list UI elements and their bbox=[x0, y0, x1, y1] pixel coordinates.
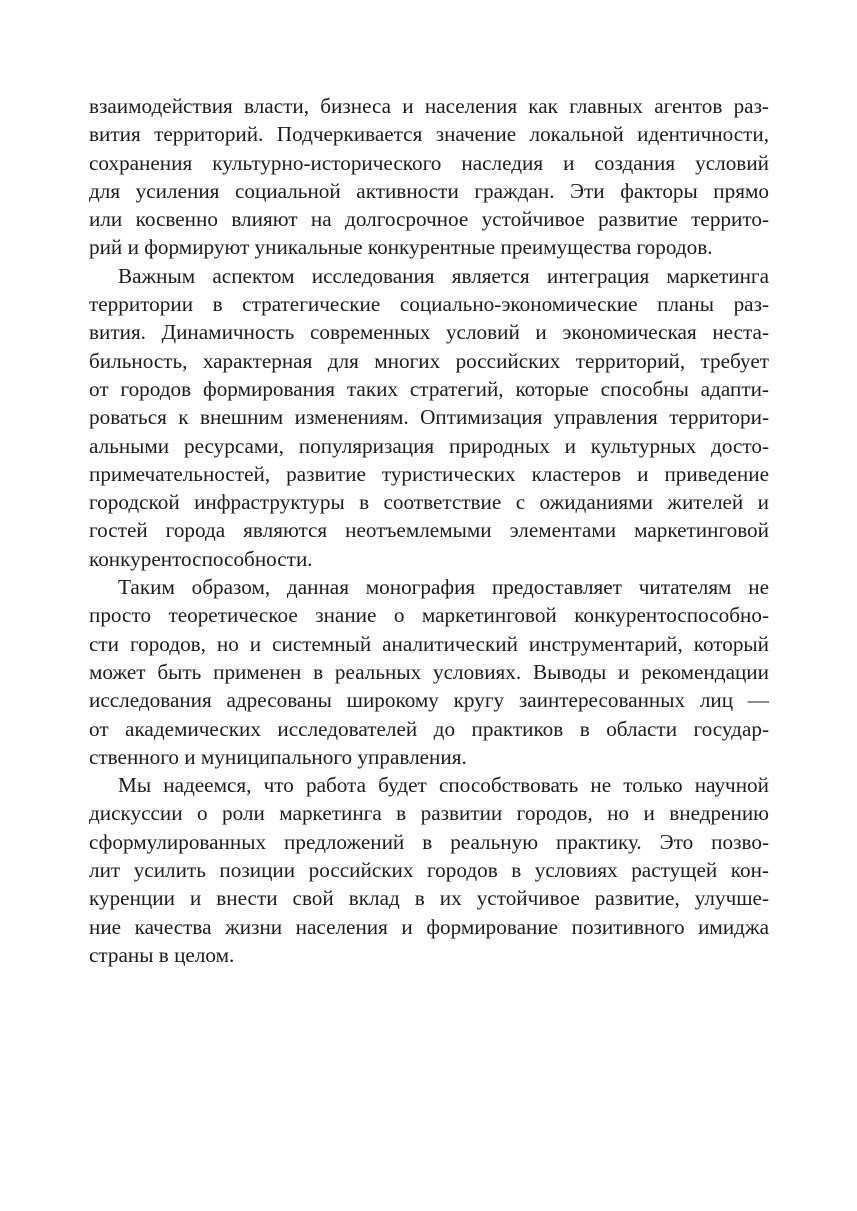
text-line: роваться к внешним изменениям. Оптимизация управления территори- bbox=[89, 405, 769, 430]
paragraph-1 bbox=[89, 92, 769, 262]
text-line: сформулированных предложений в реальную практику. Это позво- bbox=[89, 829, 769, 854]
text-line: вития территорий. Подчеркивается значение локальной идентичности, bbox=[89, 122, 769, 147]
paragraph-4 bbox=[89, 771, 769, 969]
text-line: страны в целом. bbox=[89, 942, 235, 967]
text-line: от городов формирования таких стратегий, которые способны адапти- bbox=[89, 376, 769, 401]
paragraph-2 bbox=[89, 262, 769, 573]
body-text bbox=[89, 92, 769, 969]
text-line: альными ресурсами, популяризация природных и культурных досто- bbox=[89, 433, 769, 458]
text-line: Мы надеемся, что работа будет способствовать не только научной bbox=[118, 773, 769, 798]
text-line: вития. Динамичность современных условий и экономическая неста- bbox=[89, 320, 769, 345]
text-line: для усиления социальной активности граждан. Эти факторы прямо bbox=[89, 178, 769, 203]
text-line: взаимодействия власти, бизнеса и населения как главных агентов раз- bbox=[89, 94, 769, 118]
text-line: Таким образом, данная монография предоставляет читателям не bbox=[118, 575, 769, 600]
text-line: от академических исследователей до практиков в области государ- bbox=[89, 716, 769, 741]
text-line: рий и формируют уникальные конкурентные преимущества городов. bbox=[89, 235, 713, 260]
text-line: или косвенно влияют на долгосрочное устойчивое развитие террито- bbox=[89, 207, 769, 232]
text-line: конкурентоспособности. bbox=[89, 546, 313, 571]
text-line: территории в стратегические социально-экономические планы раз- bbox=[89, 292, 769, 317]
text-line: сти городов, но и системный аналитический инструментарий, который bbox=[89, 631, 769, 656]
text-line: сохранения культурно-исторического наследия и создания условий bbox=[89, 150, 769, 175]
text-line: ственного и муниципального управления. bbox=[89, 744, 467, 769]
text-line: ние качества жизни населения и формирование позитивного имиджа bbox=[89, 914, 769, 939]
text-line: Важным аспектом исследования является интеграция маркетинга bbox=[118, 263, 769, 288]
text-line: может быть применен в реальных условиях. Выводы и рекомендации bbox=[89, 659, 769, 684]
text-line: куренции и внести свой вклад в их устойчивое развитие, улучше- bbox=[89, 886, 769, 911]
text-line: просто теоретическое знание о маркетинговой конкурентоспособно- bbox=[89, 603, 769, 628]
text-line: исследования адресованы широкому кругу заинтересованных лиц — bbox=[89, 688, 769, 713]
text-line: гостей города являются неотъемлемыми элементами маркетинговой bbox=[89, 518, 769, 543]
document-page bbox=[89, 92, 769, 969]
text-line: лит усилить позиции российских городов в условиях растущей кон- bbox=[89, 858, 769, 883]
paragraph-3 bbox=[89, 573, 769, 771]
text-line: дискуссии о роли маркетинга в развитии городов, но и внедрению bbox=[89, 801, 769, 826]
text-line: бильность, характерная для многих российских территорий, требует bbox=[89, 348, 769, 373]
text-line: примечательностей, развитие туристических кластеров и приведение bbox=[89, 461, 769, 486]
text-line: городской инфраструктуры в соответствие с ожиданиями жителей и bbox=[89, 490, 769, 515]
